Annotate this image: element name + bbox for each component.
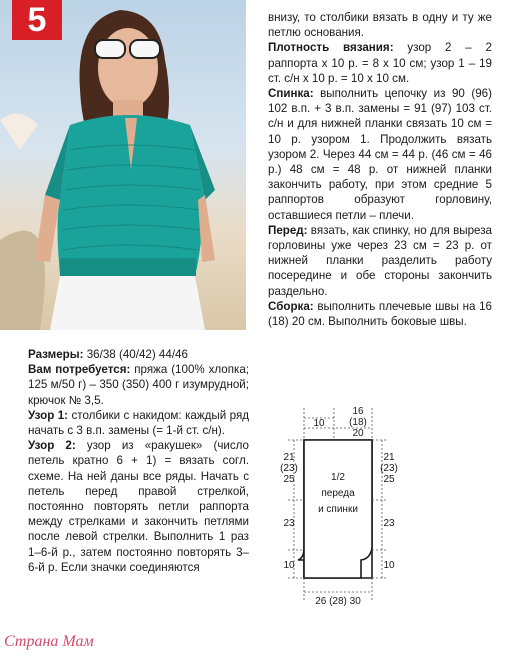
neck-width-label-1: 16 bbox=[352, 406, 364, 417]
left-upper-label-2: (23) bbox=[280, 463, 298, 474]
front-text: вязать, как спинку, но для выреза горловины уже через 23 см = 23 р. от нижней планки разделить работу посередине и обе стороны закончить раздельно. bbox=[268, 223, 492, 298]
right-low-label: 10 bbox=[383, 560, 395, 571]
right-upper-label-2: (23) bbox=[380, 463, 398, 474]
sizes-text: 36/38 (40/42) 44/46 bbox=[83, 348, 188, 361]
shoulder-label: 10 bbox=[313, 418, 325, 429]
pattern-number-badge: 5 bbox=[12, 0, 62, 40]
assembly-label: Сборка: bbox=[268, 299, 314, 313]
pattern1-text: столбики с накидом: каждый ряд начать с 3 в.п. замены (= 1-й ст. с/н). bbox=[28, 408, 249, 438]
site-watermark: Страна Мам bbox=[4, 633, 94, 650]
pattern1-label: Узор 1: bbox=[28, 408, 69, 422]
right-upper-label-1: 21 bbox=[383, 452, 395, 463]
schema-center-label-3: и спинки bbox=[318, 504, 358, 515]
pattern1-paragraph bbox=[28, 408, 249, 438]
right-mid-label: 23 bbox=[383, 518, 395, 529]
back-text: выполнить цепочку из 90 (96) 102 в.п. + 3 в.п. замены = 91 (97) 103 ст. с/н и для нижней планки связать 10 см = 10 р. узором 1. Продолжить вязать узором 2. Через 44 см = 44 р. (46 см = 46 р.) 48 см = 48 р. от нижней планки закончить работу, при этом средние 5 раппортов образуют горловину, оставшиеся петли – плечи. bbox=[268, 87, 492, 222]
pattern2-paragraph bbox=[28, 438, 249, 575]
left-upper-label-3: 25 bbox=[283, 474, 295, 485]
instructions-left-column bbox=[28, 347, 249, 575]
size-schema-diagram bbox=[258, 400, 508, 612]
materials-text: пряжа (100% хлопка; 125 м/50 г) – 350 (350) 400 г изумрудной; крючок № 3,5. bbox=[28, 363, 250, 407]
schema-center-label-1: 1/2 bbox=[331, 472, 345, 483]
gauge-label: Плотность вязания: bbox=[268, 41, 394, 55]
front-paragraph bbox=[268, 223, 492, 299]
bottom-width-label: 26 (28) 30 bbox=[315, 596, 361, 607]
gauge-text: узор 2 – 2 раппорта х 10 р. = 8 х 10 см; узор 1 – 19 ст. с/н х 10 р. = 10 х 10 см. bbox=[268, 41, 492, 85]
sizes-paragraph bbox=[28, 347, 249, 362]
back-label: Спинка: bbox=[268, 87, 314, 101]
assembly-text: выполнить плечевые швы на 16 (18) 20 см. Выполнить боковые швы. bbox=[268, 299, 492, 329]
back-paragraph bbox=[268, 86, 492, 223]
left-upper-label-1: 21 bbox=[283, 452, 295, 463]
pattern2-label: Узор 2: bbox=[28, 439, 76, 453]
gauge-paragraph bbox=[268, 40, 492, 86]
left-low-label: 10 bbox=[283, 560, 295, 571]
front-label: Перед: bbox=[268, 223, 308, 237]
neck-width-label-3: 20 bbox=[352, 428, 364, 439]
materials-paragraph bbox=[28, 362, 249, 408]
pattern2-text: узор из «ракушек» (число петель кратно 6 + 1) = вязать согл. схеме. На ней даны все ряды. Начать с петель перед правой стрелкой, постоянно повторять петли раппорта между стрелками и закончить петлями после левой стрелки. Выполнить 1 раз 1–6-й р., затем постоянно повторять 3–6-й р. Если значки соединяются bbox=[28, 439, 249, 574]
continuation-paragraph bbox=[268, 10, 492, 40]
continuation-text: внизу, то столбики вязать в одну и ту же петлю основания. bbox=[268, 11, 492, 40]
assembly-paragraph bbox=[268, 299, 492, 329]
model-illustration bbox=[0, 0, 246, 330]
neck-width-label-2: (18) bbox=[349, 417, 367, 428]
product-photo bbox=[0, 0, 246, 330]
left-mid-label: 23 bbox=[283, 518, 295, 529]
right-upper-label-3: 25 bbox=[383, 474, 395, 485]
materials-label: Вам потребуется: bbox=[28, 363, 131, 377]
schema-center-label-2: переда bbox=[321, 488, 355, 499]
sizes-label: Размеры: bbox=[28, 348, 84, 361]
instructions-right-column bbox=[268, 10, 492, 329]
